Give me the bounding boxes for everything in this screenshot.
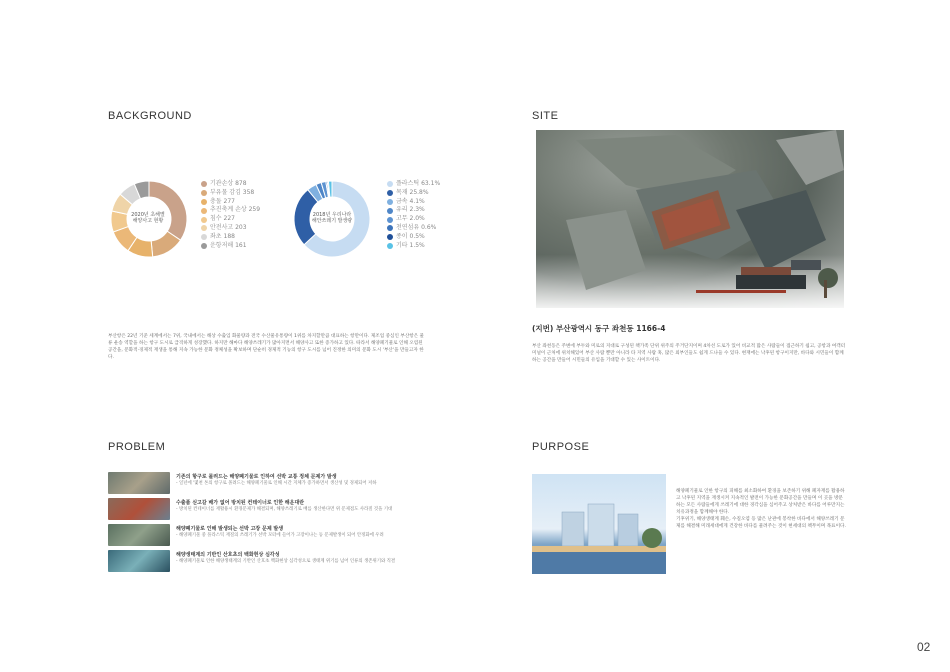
legend-label: 침수 227 (210, 215, 235, 223)
purpose-description: 해양폐기물로 인한 항구의 피해를 최소화하여 환경을 보존하기 위해 폐자재를 활용하고 낙후된 지역을 재생시켜 지속적인 발전이 가능한 문화공간을 만들며 이 곳을 방문하는 모든 사람들에게 쓰레기에 대한 경각심을 심어주고 상처받은 바다를 어루만지는 치유과정을 함께해야 한다. 기후위기, 해양생태계 훼손, 수질오염 등 많은 난관에 봉착한 바다에서 해양쓰레기 문제를 해결해 미래세대에게 건강한 바다를 물려주는 것이 현세대의 책무이며 목표이다. (676, 489, 846, 529)
legend-label: 천연섬유 0.6% (396, 223, 437, 231)
legend-label: 기타 1.5% (396, 241, 425, 249)
legend-swatch (387, 208, 393, 214)
legend-swatch (387, 190, 393, 196)
legend-item (201, 206, 260, 215)
problem-heading: PROBLEM (108, 441, 166, 453)
legend-label: 부유물 감김 358 (210, 188, 255, 196)
legend-swatch (201, 243, 207, 249)
problem-subtitle: - 방치된 컨테이너를 재활용시 환경문제가 해결되며, 해양쓰레기로 배를 생산한다면 위 문제점도 사라질 것을 기대 (176, 507, 393, 512)
waste-donut-legend (387, 180, 440, 250)
problem-thumbnail (108, 550, 170, 572)
legend-label: 추진축계 손상 259 (210, 206, 261, 214)
site-heading: SITE (532, 110, 559, 122)
legend-item (201, 189, 260, 198)
legend-label: 고무 2.0% (396, 215, 425, 223)
problem-thumbnail (108, 524, 170, 546)
problem-item-1 (108, 472, 428, 494)
accident-donut-center-label: 2020년 초해별 해양사고 현황 (131, 212, 165, 224)
legend-label: 운항저해 161 (210, 241, 247, 249)
problem-list (108, 472, 428, 572)
legend-label: 유리 2.3% (396, 206, 425, 214)
problem-item-4 (108, 550, 428, 572)
background-heading: BACKGROUND (108, 110, 192, 122)
legend-item (201, 224, 260, 233)
legend-swatch (201, 217, 207, 223)
legend-label: 플라스틱 63.1% (396, 180, 441, 187)
problem-item-2 (108, 498, 428, 520)
site-description: 부산 좌천동은 주변에 부두와 미로의 지대로 구성된 책가족 단위 위주의 주거단지이며 4차선 도로가 있어 비교적 많은 사람들이 접근하기 쉽고, 공항과 여객터미널이 근처에 위치해있어 부산 사람 뿐만 아니라 타 지역 사람 혹, 많은 외부인들도 쉽게 드나들 수 있다. 현재에는 낙후된 항구이지만, 바다와 시민들이 함께하는 공간을 만들어 시민들의 유입을 기대할 수 있는 사이트이다. (532, 344, 846, 363)
legend-label: 안전사고 203 (210, 223, 247, 231)
legend-item (387, 215, 440, 224)
legend-swatch (201, 234, 207, 240)
waste-donut-center-label: 2018년 우리나라 해안쓰레기 발생량 (311, 212, 353, 224)
legend-item (387, 206, 440, 215)
legend-swatch (201, 190, 207, 196)
problem-title: 해양생태계의 기반인 산호초의 백화현상 심각성 (176, 552, 280, 558)
legend-swatch (387, 225, 393, 231)
page-number: 02 (917, 640, 931, 654)
legend-swatch (387, 243, 393, 249)
problem-title: 기존의 항구로 몰려드는 해양폐기물로 인하여 선박 교통 정체 문제가 발생 (176, 474, 337, 480)
legend-swatch (387, 181, 393, 187)
legend-swatch (201, 208, 207, 214)
legend-item (387, 180, 440, 189)
site-aerial-image (536, 130, 844, 308)
legend-label: 금속 4.1% (396, 197, 425, 205)
legend-swatch (387, 217, 393, 223)
problem-subtitle: - 해양폐기물로 인한 해양생태계의 기반인 산호초 백화현상 심각성으로 생태계 위기를 넘어 인류의 생존위기와 직결 (176, 559, 396, 564)
background-description: 부산항은 22년 기준 세계에서는 7위, 국내에서는 해상 수출입 화물량과 전국 수산물유통량이 1위를 차지할만큼 대표하는 항만이다. 제조업 중심인 부산항은 물류 운송 역할을 하는 항구 도시로 급격하게 성장했다. 하지만 해마다 해양쓰레기가 많아지면서 해양사고 또한 증가하고 있다. 따라서 해양폐기물로 인해 오염된 공간을, 문화적·경제적 재생을 통해 지속 가능한 문화 정체성을 확보하며 단순히 경제적 기능의 항구 도시를 넘어 진정한 의미의 문화 도시 '부산'을 만들고자 한다. (108, 334, 425, 360)
legend-label: 기관손상 878 (210, 180, 247, 187)
problem-item-3 (108, 524, 428, 546)
legend-swatch (201, 199, 207, 205)
purpose-heading: PURPOSE (532, 441, 590, 453)
problem-thumbnail (108, 498, 170, 520)
problem-title: 수출품 싣고갈 배가 없어 방치된 컨테이너로 인한 해운대란 (176, 500, 305, 506)
legend-item (201, 242, 260, 251)
legend-swatch (201, 181, 207, 187)
problem-subtitle: - 해양폐기물 중 플라스틱 재질의 쓰레기가 선박 모터에 들어가 고장이나는 등 문제발생이 되어 안정화에 우려 (176, 533, 384, 538)
legend-item (201, 215, 260, 224)
problem-title: 해양폐기물로 인해 발생되는 선박 고장 문제 발생 (176, 526, 284, 532)
legend-item (387, 233, 440, 242)
legend-label: 충돌 277 (210, 197, 235, 205)
legend-swatch (387, 199, 393, 205)
legend-item (387, 189, 440, 198)
legend-label: 종이 0.5% (396, 232, 425, 240)
legend-label: 목재 25.8% (396, 188, 429, 196)
legend-swatch (201, 225, 207, 231)
legend-item (387, 242, 440, 251)
accident-donut-legend (201, 180, 260, 250)
problem-subtitle: - 일년에 '몇천 톤의 항구로 몰려드는 해양폐기물로 인해 시간 지체가 증가하면서 생산성 및 경제되어 저하 (176, 481, 377, 486)
legend-item (201, 180, 260, 189)
legend-item (201, 233, 260, 242)
legend-label: 좌초 188 (210, 232, 235, 240)
legend-item (387, 224, 440, 233)
purpose-rendering-image (532, 474, 666, 574)
legend-swatch (387, 234, 393, 240)
problem-thumbnail (108, 472, 170, 494)
site-address: (지번) 부산광역시 동구 좌천동 1166-4 (532, 324, 666, 333)
